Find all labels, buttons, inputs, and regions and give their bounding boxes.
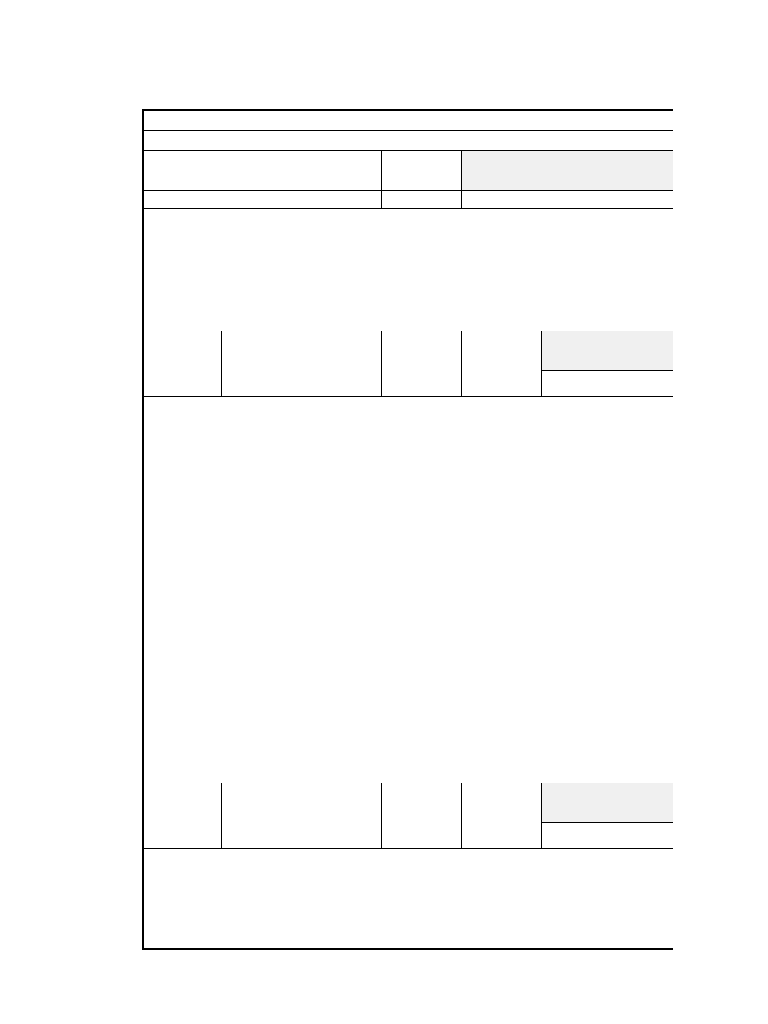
domicilio-value [462, 191, 673, 208]
ruc-header [382, 151, 462, 190]
title-row [142, 109, 673, 131]
spreadsheet [142, 109, 673, 950]
col-num-header [142, 331, 222, 396]
page-title [403, 109, 673, 130]
employer-header-row [142, 151, 673, 191]
col-desc-header-2 [222, 783, 382, 848]
employer-section-label [142, 131, 442, 150]
razon-social-value [142, 191, 382, 208]
ruc-value [382, 191, 462, 208]
months-header-block-2 [542, 783, 673, 848]
domicilio-header [462, 151, 673, 190]
activity-table-2-header [142, 783, 673, 849]
col-desc-header [222, 331, 382, 396]
sheet-left-border [142, 109, 144, 950]
sheet-bottom-border [142, 948, 673, 950]
activity-table-1-header [142, 331, 673, 397]
col-resp-header-2 [382, 783, 462, 848]
col-area-header-2 [462, 783, 542, 848]
razon-social-header [142, 151, 382, 190]
col-area-header [462, 331, 542, 396]
employer-values-row [142, 191, 673, 209]
col-num-header-2 [142, 783, 222, 848]
months-header-block [542, 331, 673, 396]
employer-section-row [142, 131, 673, 151]
sheet-top-border [142, 109, 673, 111]
col-resp-header [382, 331, 462, 396]
